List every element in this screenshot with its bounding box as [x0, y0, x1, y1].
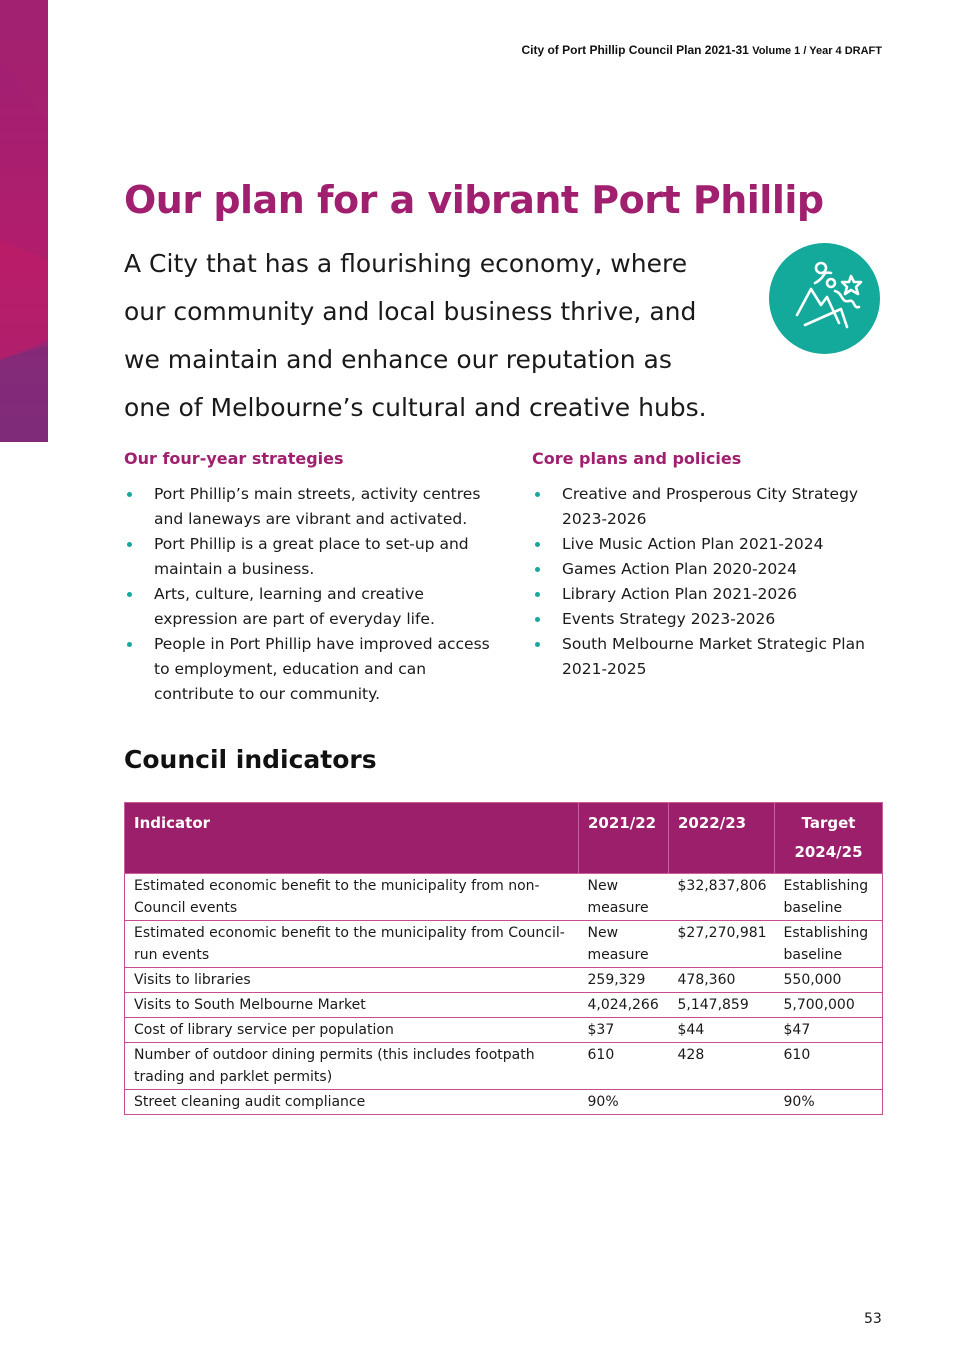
table-cell: Establishing baseline: [775, 874, 883, 921]
decorative-side-band: [0, 0, 48, 442]
lead-line: we maintain and enhance our reputation as: [124, 345, 672, 374]
table-cell: 550,000: [775, 968, 883, 993]
vibrant-theme-badge: [769, 243, 880, 354]
column-header: Target 2024/25: [775, 803, 883, 874]
table-cell: Estimated economic benefit to the municipality from non-Council events: [125, 874, 579, 921]
table-cell: [669, 1090, 775, 1115]
lead-line: A City that has a flourishing economy, where: [124, 249, 688, 278]
table-cell: 610: [579, 1043, 669, 1090]
table-cell: Visits to South Melbourne Market: [125, 993, 579, 1018]
table-cell: 90%: [775, 1090, 883, 1115]
table-cell: Establishing baseline: [775, 921, 883, 968]
list-item: Creative and Prosperous City Strategy 2023-2026: [532, 482, 892, 532]
table-row: [125, 1043, 883, 1090]
table-cell: 478,360: [669, 968, 775, 993]
core-plans-heading: Core plans and policies: [532, 449, 742, 468]
header-subtitle: Volume 1 / Year 4 DRAFT: [752, 45, 882, 57]
table-cell: Visits to libraries: [125, 968, 579, 993]
table-cell: 90%: [579, 1090, 669, 1115]
column-header: 2022/23: [669, 803, 775, 874]
table-cell: 4,024,266: [579, 993, 669, 1018]
list-item: Games Action Plan 2020-2024: [532, 557, 892, 582]
table-row: [125, 1018, 883, 1043]
indicators-table: [124, 802, 883, 1115]
indicators-heading: Council indicators: [124, 745, 377, 774]
table-cell: 259,329: [579, 968, 669, 993]
list-item: Port Phillip is a great place to set-up and maintain a business.: [124, 532, 494, 582]
table-cell: Cost of library service per population: [125, 1018, 579, 1043]
table-cell: New measure: [579, 874, 669, 921]
table-cell: 5,147,859: [669, 993, 775, 1018]
table-cell: $44: [669, 1018, 775, 1043]
lead-paragraph: [124, 240, 754, 432]
page-title: Our plan for a vibrant Port Phillip: [124, 178, 824, 222]
list-item: Live Music Action Plan 2021-2024: [532, 532, 892, 557]
table-cell: $27,270,981: [669, 921, 775, 968]
core-plans-list: [532, 482, 892, 682]
strategies-column: [124, 449, 494, 707]
header-title: City of Port Phillip Council Plan 2021-31: [521, 43, 749, 57]
table-row: [125, 874, 883, 921]
table-cell: 610: [775, 1043, 883, 1090]
table-cell: 428: [669, 1043, 775, 1090]
table-cell: Street cleaning audit compliance: [125, 1090, 579, 1115]
table-cell: $37: [579, 1018, 669, 1043]
lead-line: our community and local business thrive, and: [124, 297, 697, 326]
column-header: 2021/22: [579, 803, 669, 874]
list-item: Port Phillip’s main streets, activity centres and laneways are vibrant and activated.: [124, 482, 494, 532]
list-item: People in Port Phillip have improved access to employment, education and can contribute to our community.: [124, 632, 494, 707]
core-plans-column: [532, 449, 892, 682]
lead-line: one of Melbourne’s cultural and creative hubs.: [124, 393, 707, 422]
table-row: [125, 1090, 883, 1115]
page-number: 53: [864, 1311, 882, 1327]
table-row: [125, 968, 883, 993]
table-cell: 5,700,000: [775, 993, 883, 1018]
table-cell: $32,837,806: [669, 874, 775, 921]
strategies-list: [124, 482, 494, 707]
column-header: Indicator: [125, 803, 579, 874]
table-cell: Estimated economic benefit to the municipality from Council-run events: [125, 921, 579, 968]
table-cell: New measure: [579, 921, 669, 968]
list-item: Library Action Plan 2021-2026: [532, 582, 892, 607]
table-cell: $47: [775, 1018, 883, 1043]
strategies-heading: Our four-year strategies: [124, 449, 344, 468]
table-cell: Number of outdoor dining permits (this includes footpath trading and parklet permits): [125, 1043, 579, 1090]
table-row: [125, 921, 883, 968]
table-row: [125, 993, 883, 1018]
list-item: South Melbourne Market Strategic Plan 2021-2025: [532, 632, 892, 682]
table-header-row: [125, 803, 883, 874]
list-item: Events Strategy 2023-2026: [532, 607, 892, 632]
list-item: Arts, culture, learning and creative expression are part of everyday life.: [124, 582, 494, 632]
celebration-icon: [769, 243, 880, 354]
running-header: [521, 43, 882, 57]
